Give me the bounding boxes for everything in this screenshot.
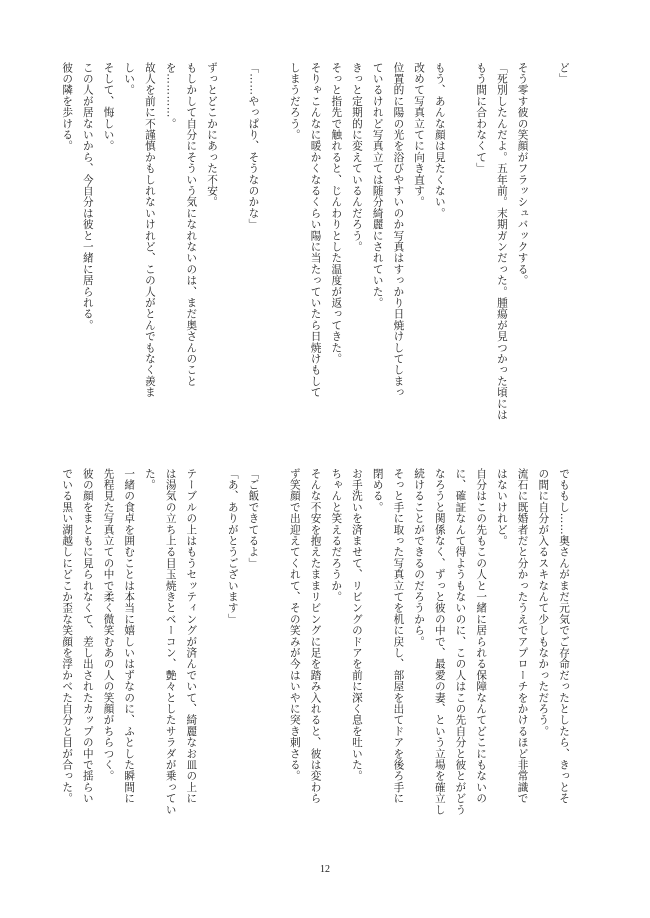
page-number: 12 (320, 864, 330, 875)
text-block-lower: でももし……奥さんがまだ元気でご存命だったとしたら、きっとそ の間に自分が入るスキなんて少しもなかっただろう。 流石に既婚者だと分かったうえでアプローチをかけるほど非常識で はないけれど。 自分はこの先もこの人と一緒に居られる保障なんてどこにもないの に、確証なんて得ようもないのに、この人はこの先自分と彼とがどう なろうと関係なく、ずっと彼の中で、最愛の妻、という立場を確立し 続けることができるのだろうから。 そっと手に取った写真立てを机に戻し、部屋を出てドアを後ろ手に 閉める。 お手洗いを済ませて、リビングのドアを前に深く息を吐いた。 ちゃんと笑えるだろうか。 そんな不安を抱えたままリビングに足を踏み入れると、彼は変わら ず笑顔で出迎えてくれて、その笑みが今はいやに突き刺さる。 「ご飯できてるよ」 「あ、ありがとうございます」 テーブルの上はもうセッティングが済んでいて、綺麗なお皿の上に は湯気の立ち上る目玉焼きとベーコン、艶々としたサラダが乗ってい た。 一緒の食卓を囲むことは本当に嬉しいはずなのに、ふとした瞬間に 先程見た写真立ての中で柔く微笑むあの人の笑顔がちらつく。 彼の顔をまともに見られなくて、差し出されたカップの中で揺らい でいる黒い湖越しにどこか歪な笑顔を浮かべた自分と目が合った。 (61, 468, 570, 816)
text-block-upper: ど」 そう零す彼の笑顔がフラッシュバックする。 「死別したんだよ。五年前。末期ガンだった。腫瘍が見つかった頃には もう間に合わなくて」 もう、あんな顔は見たくない。 改めて写真立てに向き直す。 位置的に陽の光を浴びやすいのか写真はすっかり日焼けしてしまっ ているけれど写真立ては随分綺麗にされていた。 きっと定期的に変えているんだろう。 そっと指先で触れると、じんわりとした温度が返ってきた。 そりゃこんなに暖かくなるくらい陽に当たっていたら日焼けもして しまうだろう。 「……やっぱり、そうなのかな」 ずっとどこかにあった不安。 もしかして自分にそういう気になれないのは、まだ奥さんのこと を…………。 故人を前に不謹慎かもしれないけれど、この人がとんでもなく羨ま しい。 そして、悔しい。 この人が居ないから、今自分は彼と一緒に居られる。 彼の隣を歩ける。 (61, 62, 570, 421)
